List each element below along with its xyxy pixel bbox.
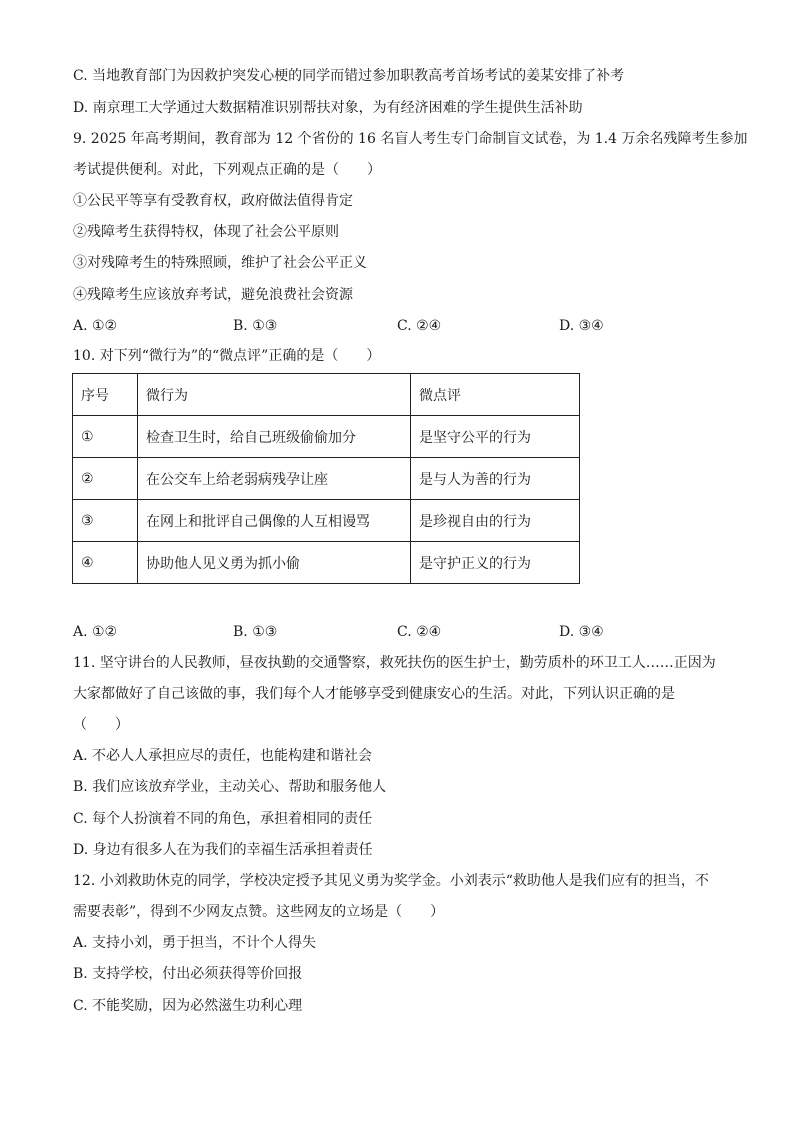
- q12-stem-line1: 12. 小刘救助休克的同学，学校决定授予其见义勇为奖学金。小刘表示“救助他人是我们应有的担当，不: [73, 873, 709, 889]
- q9-option-b[interactable]: B. ①③: [233, 318, 278, 334]
- q9-statement-4: ④残障考生应该放弃考试，避免浪费社会资源: [73, 287, 353, 303]
- table-cell: 协助他人见义勇为抓小偷: [138, 542, 411, 584]
- q9-stem-line1: 9. 2025 年高考期间，教育部为 12 个省份的 16 名盲人考生专门命制盲文试卷，为 1.4 万余名残障考生参加: [73, 131, 748, 147]
- table-cell: 检查卫生时，给自己班级偷偷加分: [138, 416, 411, 458]
- q9-option-c[interactable]: C. ②④: [397, 318, 442, 334]
- q9-options: [73, 316, 693, 336]
- table-cell: ①: [73, 416, 138, 458]
- q10-option-d[interactable]: D. ③④: [559, 624, 604, 640]
- table-row: [73, 500, 580, 542]
- q10-options: [73, 622, 693, 642]
- q11-stem-line1: 11. 坚守讲台的人民教师，昼夜执勤的交通警察，救死扶伤的医生护士，勤劳质朴的环卫工人……正因为: [73, 655, 716, 671]
- table-row: [73, 416, 580, 458]
- q8-option-c: C. 当地教育部门为因救护突发心梗的同学而错过参加职教高考首场考试的姜某安排了补考: [73, 68, 625, 84]
- table-cell: 在公交车上给老弱病残孕让座: [138, 458, 411, 500]
- micro-behavior-table: [72, 373, 580, 584]
- q9-statement-3: ③对残障考生的特殊照顾，维护了社会公平正义: [73, 255, 367, 271]
- q9-statement-2: ②残障考生获得特权，体现了社会公平原则: [73, 224, 339, 240]
- table-cell: ③: [73, 500, 138, 542]
- q8-option-d: D. 南京理工大学通过大数据精准识别帮扶对象，为有经济困难的学生提供生活补助: [73, 100, 583, 116]
- table-cell: ④: [73, 542, 138, 584]
- table-cell: ②: [73, 458, 138, 500]
- q11-option-d[interactable]: D. 身边有很多人在为我们的幸福生活承担着责任: [73, 842, 373, 858]
- table-header-cell: 微点评: [411, 374, 580, 416]
- q12-option-b[interactable]: B. 支持学校，付出必须获得等价回报: [73, 966, 303, 982]
- q12-stem-line2: 需要表彰”，得到不少网友点赞。这些网友的立场是（ ）: [73, 904, 445, 920]
- table-header-cell: 微行为: [138, 374, 411, 416]
- q11-option-b[interactable]: B. 我们应该放弃学业，主动关心、帮助和服务他人: [73, 779, 387, 795]
- table-row: [73, 542, 580, 584]
- q11-stem-line2: 大家都做好了自己该做的事，我们每个人才能够享受到健康安心的生活。对此，下列认识正确的是: [73, 686, 675, 702]
- q12-option-a[interactable]: A. 支持小刘，勇于担当，不计个人得失: [73, 935, 317, 951]
- q11-stem-line3: （ ）: [73, 717, 129, 733]
- q9-option-a[interactable]: A. ①②: [73, 318, 118, 334]
- q9-option-d[interactable]: D. ③④: [559, 318, 604, 334]
- table-cell: 是坚守公平的行为: [411, 416, 580, 458]
- q11-option-a[interactable]: A. 不必人人承担应尽的责任，也能构建和谐社会: [73, 748, 373, 764]
- table-cell: 是珍视自由的行为: [411, 500, 580, 542]
- q12-option-c[interactable]: C. 不能奖励，因为必然滋生功利心理: [73, 998, 303, 1014]
- q10-option-b[interactable]: B. ①③: [233, 624, 278, 640]
- q9-stem-line2: 考试提供便利。对此，下列观点正确的是（ ）: [73, 162, 381, 178]
- q10-option-a[interactable]: A. ①②: [73, 624, 118, 640]
- q10-stem: 10. 对下列“微行为”的“微点评”正确的是（ ）: [73, 348, 381, 364]
- table-cell: 是与人为善的行为: [411, 458, 580, 500]
- q11-option-c[interactable]: C. 每个人扮演着不同的角色，承担着相同的责任: [73, 811, 373, 827]
- table-row: [73, 458, 580, 500]
- q10-option-c[interactable]: C. ②④: [397, 624, 442, 640]
- table-cell: 在网上和批评自己偶像的人互相谩骂: [138, 500, 411, 542]
- table-cell: 是守护正义的行为: [411, 542, 580, 584]
- table-header-cell: 序号: [73, 374, 138, 416]
- table-header-row: [73, 374, 580, 416]
- q9-statement-1: ①公民平等享有受教育权，政府做法值得肯定: [73, 193, 353, 209]
